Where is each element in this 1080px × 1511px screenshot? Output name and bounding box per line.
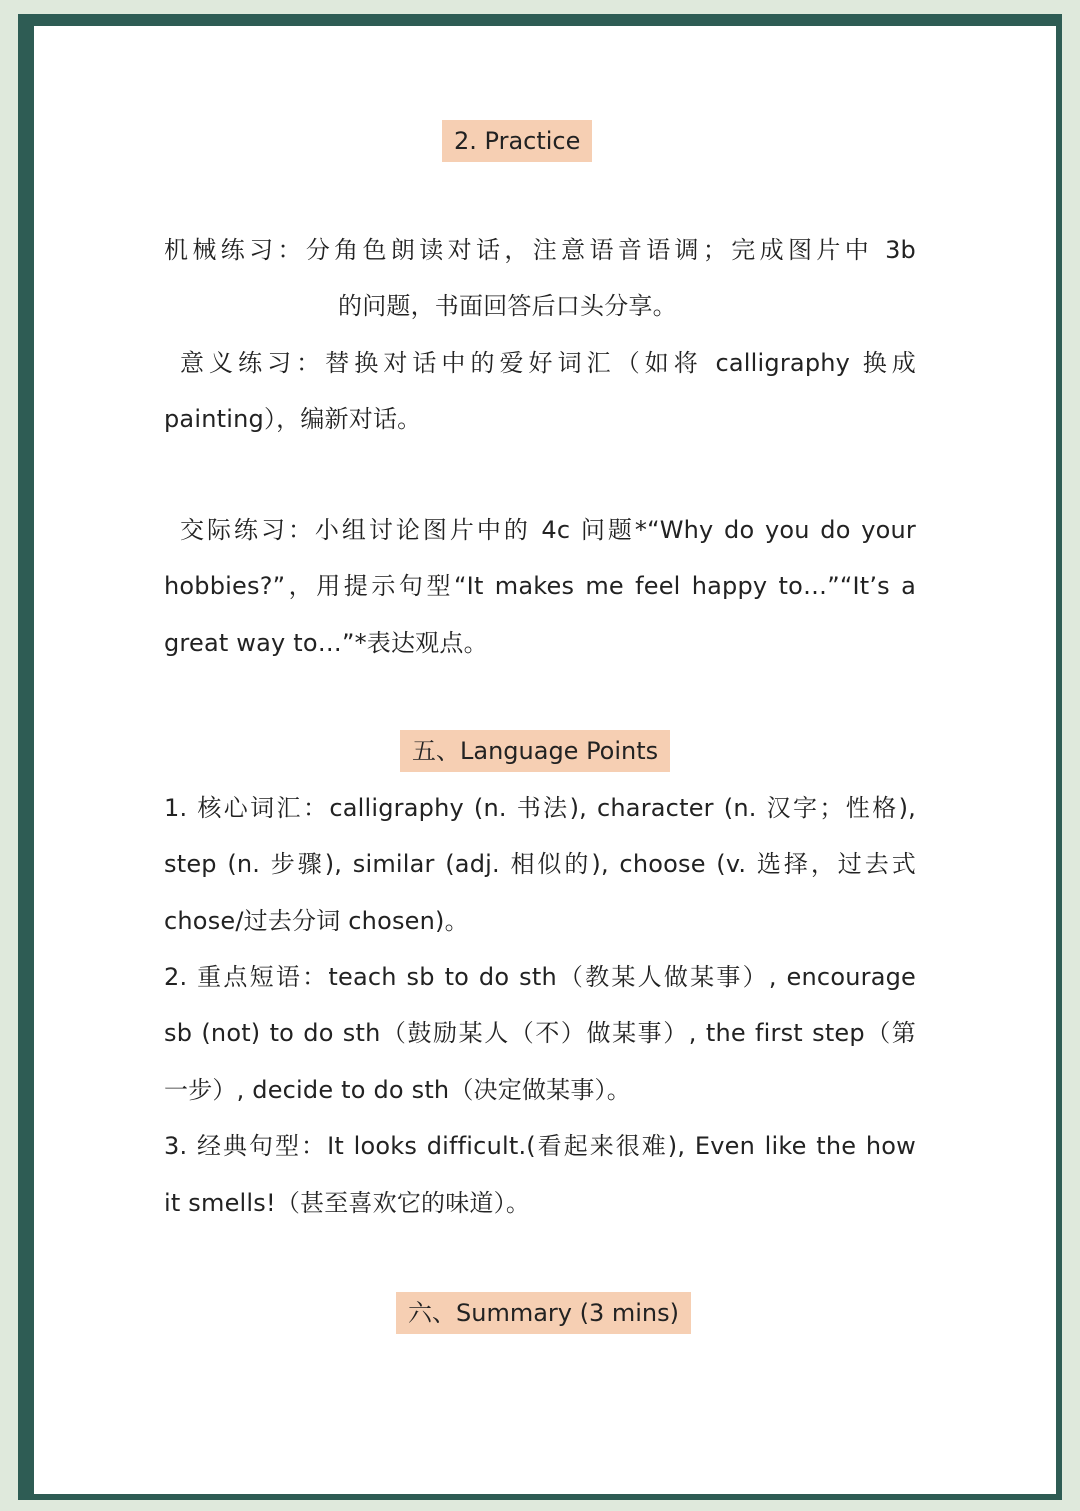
meaningful-practice-line-1: 意义练习：替换对话中的爱好词汇（如将 calligraphy 换成 <box>180 349 916 377</box>
sentence-patterns-line-1: 3. 经典句型：It looks difficult.(看起来很难), Even like the how <box>164 1132 916 1160</box>
summary-heading: 六、Summary (3 mins) <box>396 1292 691 1334</box>
mechanical-practice-line-2: 的问题，书面回答后口头分享。 <box>338 292 677 320</box>
communicative-practice-line-1: 交际练习：小组讨论图片中的 4c 问题*“Why do you do your <box>180 516 916 544</box>
language-points-heading: 五、Language Points <box>400 730 670 772</box>
key-phrases-line-1: 2. 重点短语：teach sb to do sth（教某人做某事）, encourage <box>164 963 916 991</box>
practice-heading: 2. Practice <box>442 120 592 162</box>
mechanical-practice-line-1: 机械练习：分角色朗读对话，注意语音语调；完成图片中 3b <box>164 236 916 264</box>
sentence-patterns-line-2: it smells!（甚至喜欢它的味道）。 <box>164 1189 531 1217</box>
meaningful-practice-line-2: painting），编新对话。 <box>164 405 422 433</box>
core-vocabulary-line-1: 1. 核心词汇：calligraphy (n. 书法), character (n. 汉字；性格), <box>164 794 916 822</box>
core-vocabulary-line-3: chose/过去分词 chosen)。 <box>164 907 469 935</box>
key-phrases-line-2: sb (not) to do sth（鼓励某人（不）做某事）, the first step（第 <box>164 1019 916 1047</box>
communicative-practice-line-2: hobbies?”，用提示句型“It makes me feel happy to…”“It’s a <box>164 572 916 600</box>
core-vocabulary-line-2: step (n. 步骤), similar (adj. 相似的), choose (v. 选择，过去式 <box>164 850 916 878</box>
key-phrases-line-3: 一步）, decide to do sth（决定做某事）。 <box>164 1076 631 1104</box>
document-page <box>34 26 1056 1494</box>
communicative-practice-line-3: great way to…”*表达观点。 <box>164 629 488 657</box>
